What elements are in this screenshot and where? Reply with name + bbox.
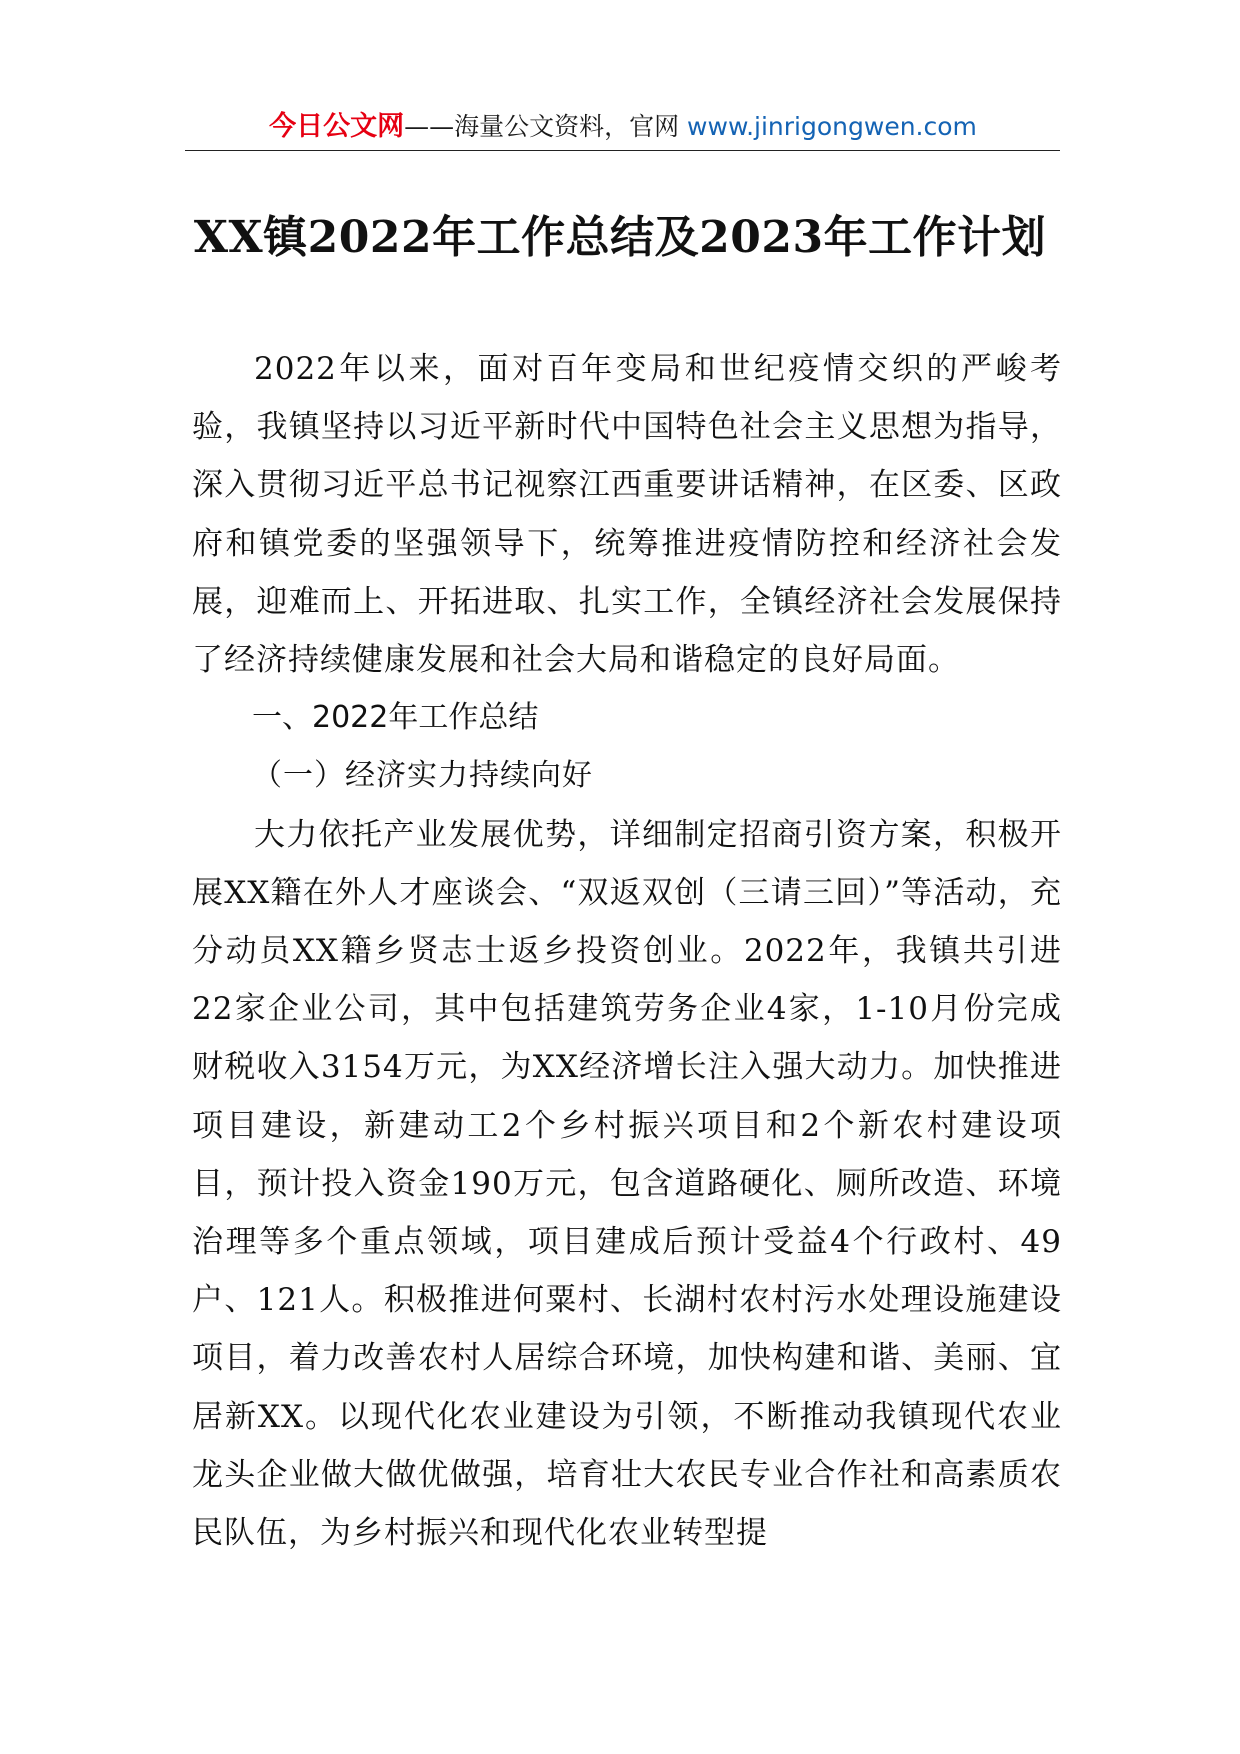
document-title: XX镇2022年工作总结及2023年工作计划 <box>193 212 1047 263</box>
subsection-heading: （一）经济实力持续向好 <box>252 758 593 794</box>
header-banner <box>188 104 1058 150</box>
brand-name: 今日公文网 <box>269 111 405 142</box>
document-body <box>192 340 1062 1562</box>
intro-paragraph: 2022年以来，面对百年变局和世纪疫情交织的严峻考验，我镇坚持以习近平新时代中国特色社会主义思想为指导，深入贯彻习近平总书记视察江西重要讲话精神，在区委、区政府和镇党委的坚强领导下，统筹推进疫情防控和经济社会发展，迎难而上、开拓进取、扎实工作，全镇经济社会发展保持了经济持续健康发展和社会大局和谐稳定的良好局面。 <box>192 351 1062 679</box>
body-paragraph: 大力依托产业发展优势，详细制定招商引资方案，积极开展XX籍在外人才座谈会、“双返双创（三请三回）”等活动，充分动员XX籍乡贤志士返乡投资创业。2022年，我镇共引进22家企业公司，其中包括建筑劳务企业4家，1-10月份完成财税收入3154万元，为XX经济增长注入强大动力。加快推进项目建设，新建动工2个乡村振兴项目和2个新农村建设项目，预计投入资金190万元，包含道路硬化、厕所改造、环境治理等多个重点领域，项目建成后预计受益4个行政村、49户、121人。积极推进何粟村、长湖村农村污水处理设施建设项目，着力改善农村人居综合环境，加快构建和谐、美丽、宜居新XX。以现代化农业建设为引领，不断推动我镇现代农业龙头企业做大做优做强，培育壮大农民专业合作社和高素质农民队伍，为乡村振兴和现代化农业转型提 <box>192 816 1062 1552</box>
section-heading: 一、2022年工作总结 <box>252 700 539 736</box>
header-slogan: ——海量公文资料，官网 <box>404 112 688 141</box>
header-divider <box>185 150 1060 151</box>
website-link[interactable]: www.jinrigongwen.com <box>687 112 977 141</box>
